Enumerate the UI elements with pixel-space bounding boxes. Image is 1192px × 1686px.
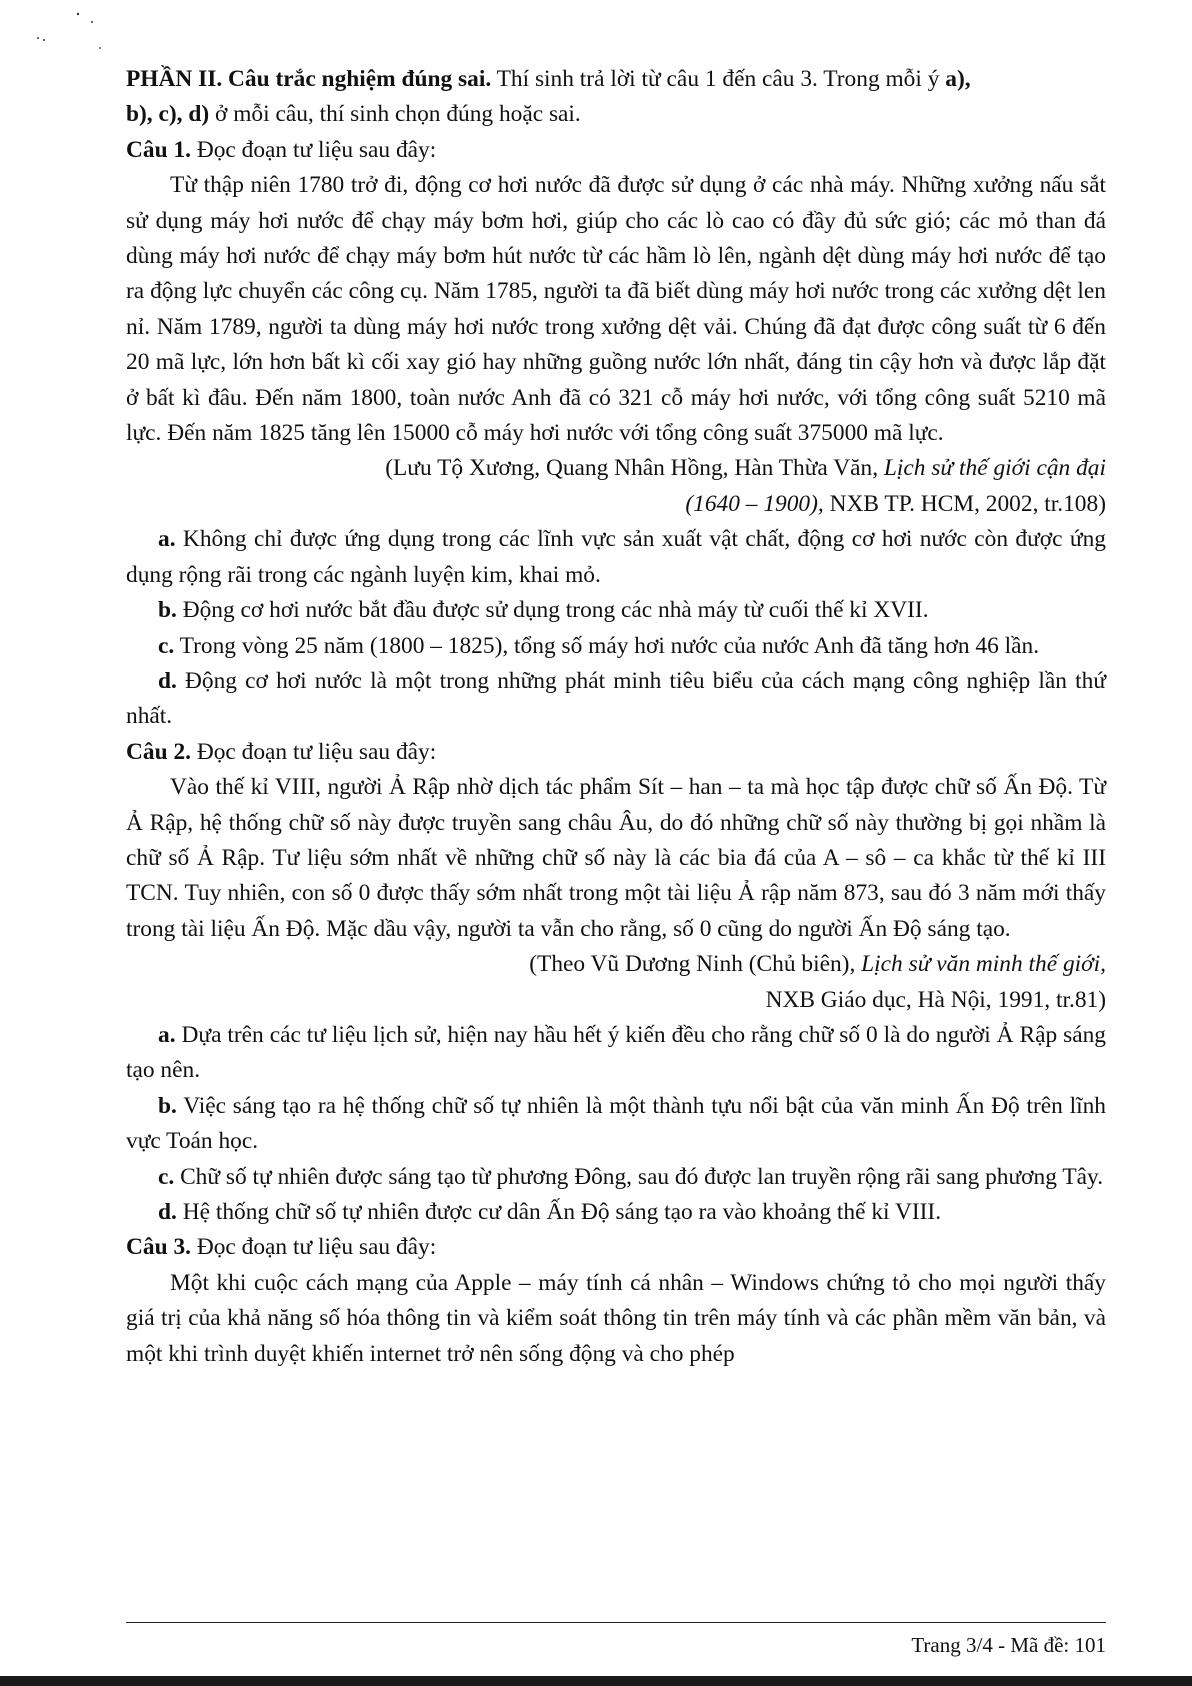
question-1-option-d[interactable] <box>126 664 1106 735</box>
option-text: Trong vòng 25 năm (1800 – 1825), tổng số máy hơi nước của nước Anh đã tăng hơn 46 lần. <box>174 632 1040 659</box>
question-2-source-title: Lịch sử văn minh thế giới, <box>861 951 1106 978</box>
question-2-source-publisher: NXB Giáo dục, Hà Nội, 1991, tr.81) <box>765 986 1106 1013</box>
question-3-passage: Một khi cuộc cách mạng của Apple – máy tính cá nhân – Windows chứng tỏ cho mọi người thấy giá trị của khả năng số hóa thông tin và kiểm soát thông tin trên máy tính và các phần mềm văn bản, và một khi trình duyệt khiến internet trở nên sống động và cho phép <box>126 1269 1106 1367</box>
option-letter: b. <box>158 1092 177 1119</box>
option-text: Động cơ hơi nước bắt đầu được sử dụng trong các nhà máy từ cuối thế kỉ XVII. <box>176 597 929 624</box>
option-text: Chữ số tự nhiên được sáng tạo từ phương Đông, sau đó được lan truyền rộng rãi sang phương Tây. <box>174 1163 1104 1190</box>
option-text: Động cơ hơi nước là một trong những phát minh tiêu biểu của cách mạng công nghiệp lần thứ nhất. <box>126 667 1106 730</box>
option-text: Dựa trên các tư liệu lịch sử, hiện nay hầu hết ý kiến đều cho rằng chữ số 0 là do người Ả Rập sáng tạo nên. <box>126 1021 1106 1084</box>
question-2-option-d[interactable] <box>126 1195 1106 1230</box>
option-letter: a. <box>158 526 176 553</box>
section-header <box>126 62 1106 133</box>
question-1-source-title: Lịch sử thế giới cận đại <box>883 455 1106 482</box>
question-2-option-a[interactable] <box>126 1018 1106 1089</box>
option-text: Không chỉ được ứng dụng trong các lĩnh vực sản xuất vật chất, động cơ hơi nước còn được ứng dụng rộng rãi trong các ngành luyện kim, khai mỏ. <box>126 526 1106 588</box>
question-1-option-b[interactable] <box>126 593 1106 628</box>
option-text: Hệ thống chữ số tự nhiên được cư dân Ấn Độ sáng tạo ra vào khoảng thế kỉ VIII. <box>176 1199 942 1225</box>
exam-code: - Mã đề: 101 <box>992 1633 1106 1657</box>
question-1-label: Câu 1. <box>126 136 191 163</box>
question-1-source-publisher: NXB TP. HCM, 2002, tr.108) <box>823 490 1106 517</box>
option-letter: b. <box>158 597 177 624</box>
option-letter: c. <box>158 1163 175 1190</box>
question-1-header <box>126 133 1106 168</box>
question-1-source <box>126 451 1106 522</box>
question-2-header <box>126 735 1106 770</box>
option-markers-bcd: b), c), d) <box>126 101 210 128</box>
question-1-option-a[interactable] <box>126 522 1106 593</box>
section-instruction-end: ở mỗi câu, thí sinh chọn đúng hoặc sai. <box>209 101 581 128</box>
section-title: PHẦN II. Câu trắc nghiệm đúng sai. <box>126 66 492 92</box>
option-letter: d. <box>158 1199 177 1225</box>
page-number: Trang 3/4 <box>911 1633 993 1657</box>
option-letter: a. <box>158 1021 176 1048</box>
option-marker-a: a), <box>945 66 971 92</box>
question-3-header <box>126 1230 1106 1265</box>
exam-page <box>126 62 1106 1372</box>
option-letter: c. <box>158 632 175 659</box>
question-1-prompt: Đọc đoạn tư liệu sau đây: <box>191 136 437 163</box>
option-letter: d. <box>158 667 177 694</box>
question-3-label: Câu 3. <box>126 1234 191 1261</box>
option-text: Việc sáng tạo ra hệ thống chữ số tự nhiên là một thành tựu nổi bật của văn minh Ấn Độ trên lĩnh vực Toán học. <box>126 1092 1106 1155</box>
question-2-source <box>126 947 1106 1018</box>
question-2-passage: Vào thế kỉ VIII, người Ả Rập nhờ dịch tác phẩm Sít – han – ta mà học tập được chữ số Ấn Độ. Từ Ả Rập, hệ thống chữ số này được truyền sang châu Âu, do đó những chữ số này thường bị gọi nhầm là chữ số Ả Rập. Tư liệu sớm nhất về những chữ số này là các bia đá của A – sô – ca khắc từ thế kỉ III TCN. Tuy nhiên, con số 0 được thấy sớm nhất trong một tài liệu Ả rập năm 873, sau đó 3 năm mới thấy trong tài liệu Ấn Độ. Mặc dầu vậy, người ta vẫn cho rằng, số 0 cũng do người Ấn Độ sáng tạo. <box>126 774 1106 942</box>
question-1-option-c[interactable] <box>126 629 1106 664</box>
question-1-source-period: (1640 – 1900), <box>685 490 824 517</box>
section-instruction: Thí sinh trả lời từ câu 1 đến câu 3. Trong mỗi ý <box>491 66 946 92</box>
scan-edge-bar <box>0 1676 1192 1686</box>
question-2-label: Câu 2. <box>126 738 191 765</box>
question-2-prompt: Đọc đoạn tư liệu sau đây: <box>191 738 437 765</box>
question-2-source-editor: (Theo Vũ Dương Ninh (Chủ biên), <box>529 951 862 978</box>
question-3-prompt: Đọc đoạn tư liệu sau đây: <box>191 1234 437 1261</box>
question-1-passage: Từ thập niên 1780 trở đi, động cơ hơi nước đã được sử dụng ở các nhà máy. Những xưởng nấu sắt sử dụng máy hơi nước để chạy máy bơm hơi, giúp cho các lò cao có đầy đủ sức gió; các mỏ than đá dùng máy hơi nước để chạy máy bơm hút nước từ các hầm lò lên, ngành dệt dùng máy hơi nước để tạo ra động lực chuyển các công cụ. Năm 1785, người ta đã biết dùng máy hơi nước trong các xưởng dệt len nỉ. Năm 1789, người ta dùng máy hơi nước trong xưởng dệt vải. Chúng đã đạt được công suất từ 6 đến 20 mã lực, lớn hơn bất kì cối xay gió hay những guồng nước lớn nhất, đáng tin cậy hơn và được lắp đặt ở bất kì đâu. Đến năm 1800, toàn nước Anh đã có 321 cỗ máy hơi nước, với tổng công suất 5210 mã lực. Đến năm 1825 tăng lên 15000 cỗ máy hơi nước với tổng công suất 375000 mã lực. <box>126 172 1106 447</box>
scan-specks <box>30 8 110 58</box>
question-1-source-authors: (Lưu Tộ Xương, Quang Nhân Hồng, Hàn Thừa Văn, <box>385 455 884 482</box>
page-footer <box>911 1630 1106 1660</box>
question-2-option-b[interactable] <box>126 1089 1106 1160</box>
footer-divider <box>126 1622 1106 1623</box>
question-2-option-c[interactable] <box>126 1160 1106 1195</box>
